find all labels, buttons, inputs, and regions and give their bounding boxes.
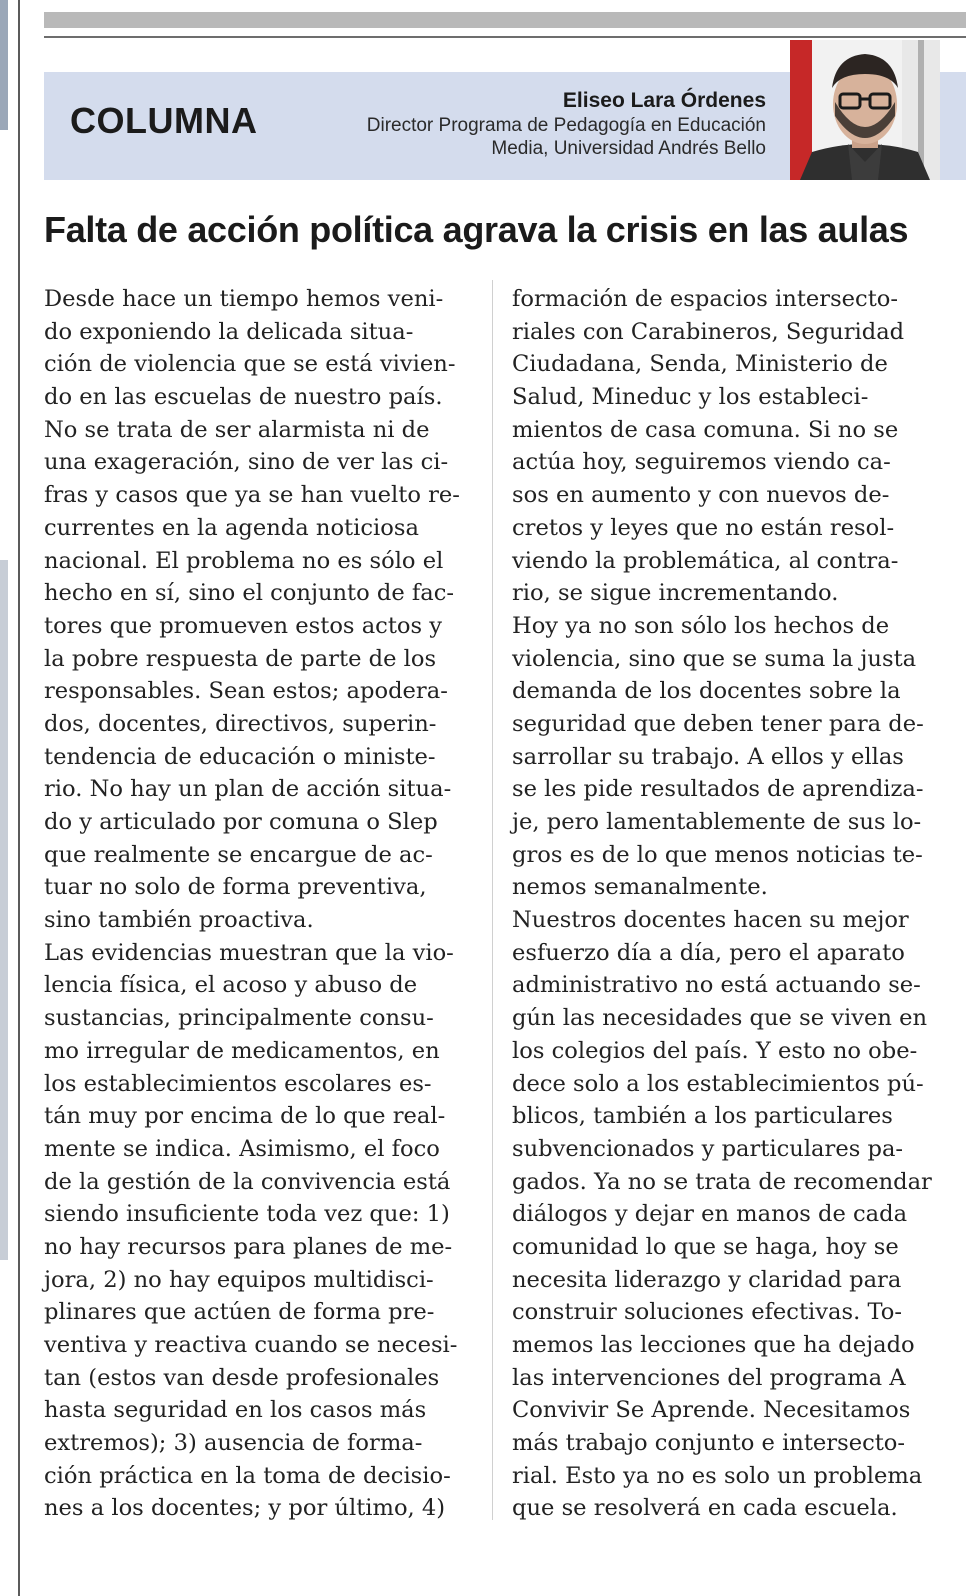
article-line: sustancias, principalmente consu- <box>44 1005 434 1032</box>
article-line: nemos semanalmente. <box>512 874 768 901</box>
section-label: COLUMNA <box>70 100 258 141</box>
article-line: que se resolverá en cada escuela. <box>512 1495 898 1522</box>
author-role-line: Media, Universidad Andrés Bello <box>491 138 766 159</box>
article-line: hasta seguridad en los casos más <box>44 1397 427 1424</box>
article-line: riales con Carabineros, Seguridad <box>512 318 905 345</box>
article-line: gún las necesidades que se viven en <box>512 1005 928 1032</box>
article-line: esfuerzo día a día, pero el aparato <box>512 939 905 966</box>
author-portrait-image <box>790 40 940 180</box>
article-line: nes a los docentes; y por último, 4) <box>44 1495 446 1522</box>
article-line: siendo insuficiente toda vez que: 1) <box>44 1201 450 1228</box>
article-line: violencia, sino que se suma la justa <box>512 645 917 672</box>
article-line: blicos, también a los particulares <box>512 1103 893 1130</box>
article-line: sarrollar su trabajo. A ellos y ellas <box>512 743 904 770</box>
article-line: los establecimientos escolares es- <box>44 1070 432 1097</box>
article-line: mo irregular de medicamentos, en <box>44 1037 440 1064</box>
article-line: más trabajo conjunto e intersecto- <box>512 1430 906 1457</box>
article-line: de la gestión de la convivencia está <box>44 1168 451 1195</box>
article-line: viendo la problemática, al contra- <box>512 547 899 574</box>
article-line: mente se indica. Asimismo, el foco <box>44 1135 440 1162</box>
article-line: currentes en la agenda noticiosa <box>44 514 419 541</box>
article-line: Ciudadana, Senda, Ministerio de <box>512 351 888 378</box>
margin-bleed <box>0 560 8 1260</box>
article-line: que realmente se encargue de ac- <box>44 841 433 868</box>
article-line: sino también proactiva. <box>44 907 314 934</box>
article-line: mientos de casa comuna. Si no se <box>512 416 899 443</box>
article-line: las intervenciones del programa A <box>512 1364 906 1391</box>
column-divider <box>492 280 493 1520</box>
article-line: formación de espacios intersecto- <box>512 286 899 312</box>
article-line: tores que promueven estos actos y <box>44 612 443 639</box>
article-line: je, pero lamentablemente de sus lo- <box>512 809 922 835</box>
article-line: jora, 2) no hay equipos multidisci- <box>44 1266 434 1293</box>
article-line: gados. Ya no se trata de recomendar <box>512 1168 932 1195</box>
article-line: dece solo a los establecimientos pú- <box>512 1070 924 1097</box>
article-line: la pobre respuesta de parte de los <box>44 645 437 672</box>
margin-rule <box>18 0 20 1596</box>
article-line: do en las escuelas de nuestro país. <box>44 384 443 411</box>
article-line: plinares que actúen de forma pre- <box>44 1299 435 1326</box>
article-line: Hoy ya no son sólo los hechos de <box>512 612 890 639</box>
article-line: construir soluciones efectivas. To- <box>512 1299 903 1326</box>
article-line: No se trata de ser alarmista ni de <box>44 416 430 443</box>
author-byline <box>367 88 766 160</box>
article-line: los colegios del país. Y esto no obe- <box>512 1037 918 1064</box>
article-line: diálogos y dejar en manos de cada <box>512 1201 908 1228</box>
article-line: subvencionados y particulares pa- <box>512 1135 904 1162</box>
article-line: actúa hoy, seguiremos viendo ca- <box>512 449 891 476</box>
article-line: necesita liderazgo y claridad para <box>512 1266 902 1293</box>
article-line: responsables. Sean estos; apodera- <box>44 678 448 705</box>
article-line: rio. No hay un plan de acción situa- <box>44 776 452 803</box>
article-column-right <box>512 283 932 1525</box>
article-line: Las evidencias muestran que la vio- <box>44 939 454 966</box>
article-line: tán muy por encima de lo que real- <box>44 1103 446 1130</box>
article-line: no hay recursos para planes de me- <box>44 1233 453 1260</box>
article-line: tan (estos van desde profesionales <box>44 1364 440 1391</box>
author-role-line: Director Programa de Pedagogía en Educación <box>366 115 766 136</box>
article-line: gros es de lo que menos noticias te- <box>512 841 923 868</box>
article-line: seguridad que deben tener para de- <box>512 710 924 737</box>
top-rule <box>44 36 966 38</box>
article-line: administrativo no está actuando se- <box>512 972 921 999</box>
headline: Falta de acción política agrava la crisis en las aulas <box>44 209 909 250</box>
article-column-left <box>44 283 460 1525</box>
top-gray-band <box>44 12 966 28</box>
margin-bleed <box>0 0 8 130</box>
article-line: memos las lecciones que ha dejado <box>512 1332 915 1358</box>
article-line: extremos); 3) ausencia de forma- <box>44 1430 423 1457</box>
article-line: tendencia de educación o ministe- <box>44 743 436 770</box>
article-line: do exponiendo la delicada situa- <box>44 318 414 345</box>
article-line: rio, se sigue incrementando. <box>512 580 839 607</box>
article-line: ción práctica en la toma de decisio- <box>44 1462 451 1489</box>
article-line: cretos y leyes que no están resol- <box>512 514 895 541</box>
article-line: Nuestros docentes hacen su mejor <box>512 907 909 934</box>
article-line: una exageración, sino de ver las ci- <box>44 449 449 476</box>
article-line: ción de violencia que se está vivien- <box>44 351 456 378</box>
article-line: Convivir Se Aprende. Necesitamos <box>512 1397 911 1424</box>
article-line: comunidad lo que se haga, hoy se <box>512 1233 899 1260</box>
article-line: demanda de los docentes sobre la <box>512 678 901 705</box>
article-line: tuar no solo de forma preventiva, <box>44 874 427 901</box>
article-line: Salud, Mineduc y los estableci- <box>512 384 869 411</box>
article-line: ventiva y reactiva cuando se necesi- <box>44 1332 458 1358</box>
article-line: se les pide resultados de aprendiza- <box>512 776 924 803</box>
article-line: dos, docentes, directivos, superin- <box>44 710 437 737</box>
article-line: fras y casos que ya se han vuelto re- <box>44 482 460 509</box>
article-line: sos en aumento y con nuevos de- <box>512 482 890 509</box>
article-line: Desde hace un tiempo hemos veni- <box>44 286 444 312</box>
article-line: lencia física, el acoso y abuso de <box>44 972 418 999</box>
article-line: do y articulado por comuna o Slep <box>44 809 438 835</box>
author-name: Eliseo Lara Órdenes <box>562 89 766 112</box>
left-page-margin <box>0 0 24 1596</box>
article-line: nacional. El problema no es sólo el <box>44 547 444 574</box>
author-photo <box>790 40 940 180</box>
article-line: rial. Esto ya no es solo un problema <box>512 1462 923 1489</box>
article-line: hecho en sí, sino el conjunto de fac- <box>44 580 455 607</box>
